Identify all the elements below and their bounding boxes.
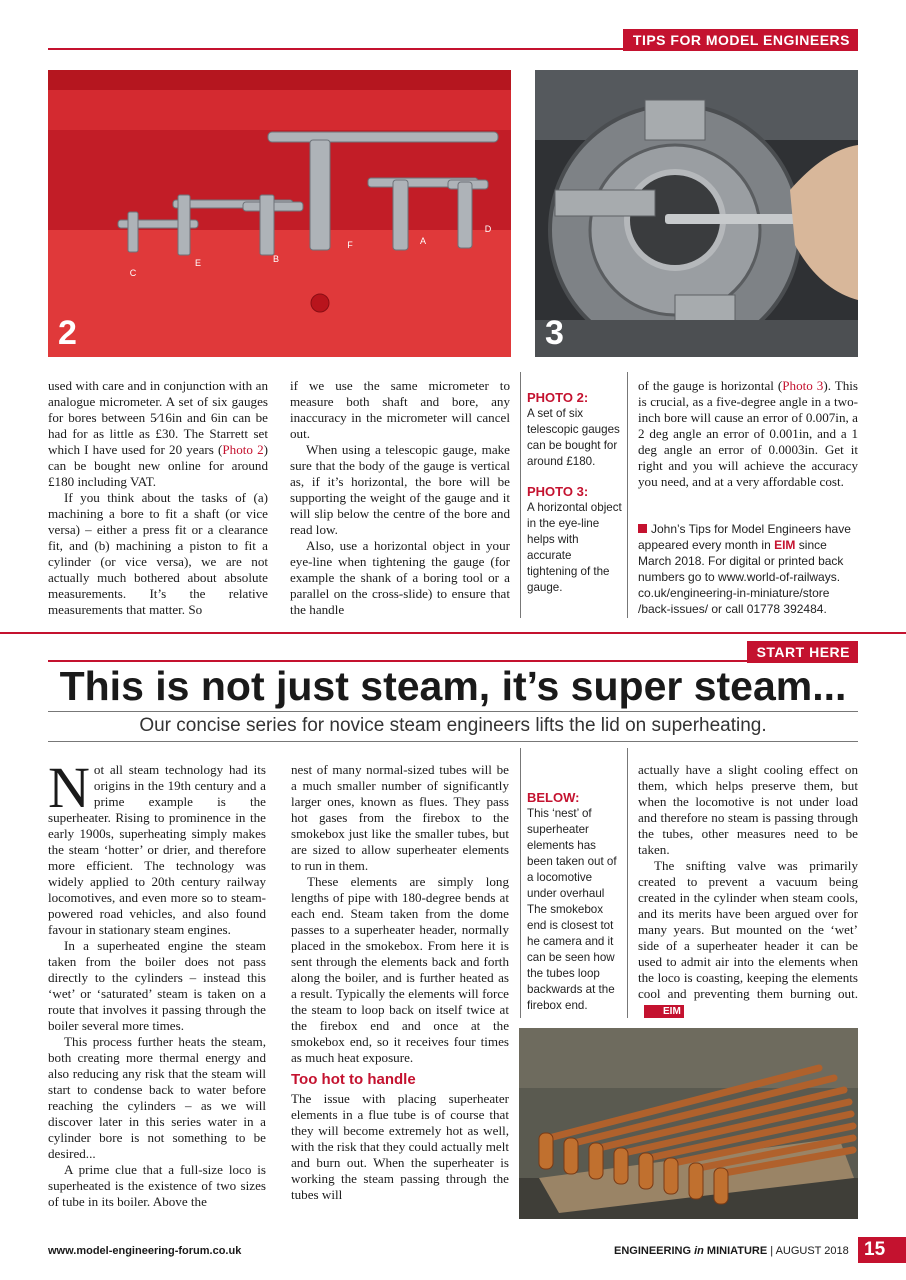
gauge-label-c: C [129,268,137,278]
superheater-illustration [519,1028,858,1219]
gauge-label-d: D [484,224,492,234]
gauge-label-a: A [419,236,427,246]
tips-caption-rule-right [627,372,628,618]
article-divider [0,632,906,634]
photo-lathe-chuck [535,70,858,357]
headline: This is not just steam, it’s super steam... [59,663,847,709]
tips-promo: John’s Tips for Model Engineers have appeared every month in EIM since March 2018. For digital or printed back numbers go to www.world-of-railways. co.uk/engineering-in-miniature/store /back-issues/ or call 01778 392484. [638,522,851,616]
tips-captions [527,390,622,596]
section-tag: TIPS FOR MODEL ENGINEERS [623,29,858,51]
tips-col2-para1: if we use the same micrometer to measure both shaft and bore, any inaccuracy in the micrometer will cancel out. [290,378,510,441]
tips-caption-rule-left [520,372,521,618]
photo-telescopic-gauges [48,70,511,357]
end-eim-badge: EIM [644,1005,684,1018]
tips-col2-para2: When using a telescopic gauge, make sure that the body of the gauge is vertical as, if it’s horizontal, the bore will be supporting the weight of the gauge and it will slip below the centre of the bore and read low. [290,442,510,537]
gauge-label-b: B [272,254,280,264]
caption-below-heading: BELOW: [527,790,580,805]
dropcap: N [48,755,90,820]
steam-column-4 [638,762,858,1018]
steam-col2-para1: nest of many normal-sized tubes will be a much smaller number of significantly larger ones, known as flues. They pass hot gases from the firebox to the smokebox just like the smaller tubes, but are sized to allow superheater elements to run in them. [291,762,509,873]
steam-col2-para3: The issue with placing superheater elements in a flue tube is of course that they will become extremely hot as well, with the risk that they could actually melt and burn out. When the superheater is working the steam passing through the tubes will [291,1091,509,1202]
photo-number-2: 2 [58,314,77,352]
caption-photo2-heading: PHOTO 2: [527,390,589,405]
steam-col1-para1: Not all steam technology had its origins in the 19th century and a prime example is the superheater. Rising to prominence in the early 1900s, superheating simply makes the steam ‘hotter’ or drier, and therefore more efficient. The technology was widely applied to 20th century railway locomotives, and even more so to steam-powered road vehicles, and also found favour in stationary steam engines. [48,755,266,937]
steam-col1-para2: In a superheated engine the steam taken from the boiler does not pass directly to the cylinders – instead this ‘wet’ or ‘saturated’ steam is taken on a route that involves it passing through the boiler several more times. [48,938,266,1033]
gauge-label-e: E [194,258,202,268]
tips-col1-para2: If you think about the tasks of (a) machining a bore to fit a shaft (or vice versa) – either a press fit or a clearance fit, and (b) machining a piston to fit a cylinder (or vice versa), we are not actually much bothered about absolute measurements. It’s the relative measurements that matter. So [48,490,268,617]
header-rule [48,48,858,50]
steam-col1-para4: A prime clue that a full-size loco is superheated is the existence of two sizes of tube in its boiler. Above the [48,1162,266,1209]
steam-col1-para3: This process further heats the steam, both creating more thermal energy and also reducing any risk that the steam will start to condense back to water before reaching the cylinders – as we will discover later in this series water in a cylinder bore is not something to be desired... [48,1034,266,1161]
tips-col4-para1: of the gauge is horizontal (Photo 3). This is crucial, as a five-degree angle in a two-inch bore will cause an error of 0.007in, a 2 deg angle an error of 0.001in, and a 1 deg angle an error of 0.0003in. Get it right and you will achieve the accuracy you need, and at a very affordable cost. [638,378,858,489]
caption-photo3-text: A horizontal object in the eye-line helps with accurate tightening of the gauge. [527,501,622,594]
tips-column-1 [48,378,268,618]
promo-bullet [638,524,647,533]
headline-rule-bottom [48,741,858,742]
tips-col2-para3: Also, use a horizontal object in your eye-line when tightening the gauge (for example the shank of a boring tool or a parallel on the cross-slide) to ensure that the handle [290,538,510,617]
standfirst: Our concise series for novice steam engineers lifts the lid on superheating. [139,715,767,736]
footer-website[interactable]: www.model-engineering-forum.co.uk [48,1245,242,1257]
steam-caption-rule-left [520,748,521,1018]
caption-photo3-heading: PHOTO 3: [527,484,589,499]
tips-column-4 [638,378,858,490]
caption-photo2-text: A set of six telescopic gauges can be bought for around £180. [527,407,620,468]
steam-column-1 [48,755,266,1210]
lathe-illustration [535,70,858,357]
steam-col4-para2: The snifting valve was primarily created to prevent a vacuum being created in the cylinder when steam cools, and its merits have been argued over for many years. But mounted on the ‘wet’ side of a superheater header it can be used to admit air into the elements when the loco is coasting, keeping the elements cool and preventing them burning out.EIM [638,858,858,1017]
subhead-too-hot: Too hot to handle [291,1071,416,1088]
photo-number-3: 3 [545,314,564,352]
photo-superheater-elements [519,1028,858,1219]
tips-col1-para1: used with care and in conjunction with an analogue micrometer. A set of six gauges for bores between 5⁄16in and 6in can be had for as little as £30. The Starrett set which I have used for 20 years (Photo 2) can be bought new online for around £180 including VAT. [48,378,268,489]
steam-col2-para2: These elements are simply long lengths of pipe with 180-degree bends at each end. Steam taken from the dome passes to a superheater header, normally placed in the smokebox. From here it is sent through the elements back and forth along the boiler, and is further heated as a result. Typically the elements will force the steam to loop back on itself twice at the firebox end and once at the smokebox end, so it receives four times as much heat exposure. [291,874,509,1065]
caption-below-text: This ‘nest’ of superheater elements has been taken out of a locomotive under overhaul The smokebox end is closest tot he camera and it can be seen how the tubes loop backwards at the firebox end. [527,807,617,1012]
page-number: 15 [858,1237,906,1263]
steam-col4-para1: actually have a slight cooling effect on them, which helps preserve them, but when the locomotive is not under load and therefore no steam is passing through the tubes, other measures need to be taken. [638,762,858,857]
tips-column-2 [290,378,510,618]
steam-caption-rule-right [627,748,628,1018]
steam-caption [527,790,623,1014]
footer-magazine: ENGINEERING in MINIATURE | AUGUST 2018 [614,1245,849,1257]
steam-column-2 [291,762,509,1203]
gauge-label-f: F [347,240,353,250]
promo-eim: EIM [774,538,796,552]
start-here-tag: START HERE [747,641,858,663]
gauges-illustration [48,70,511,357]
